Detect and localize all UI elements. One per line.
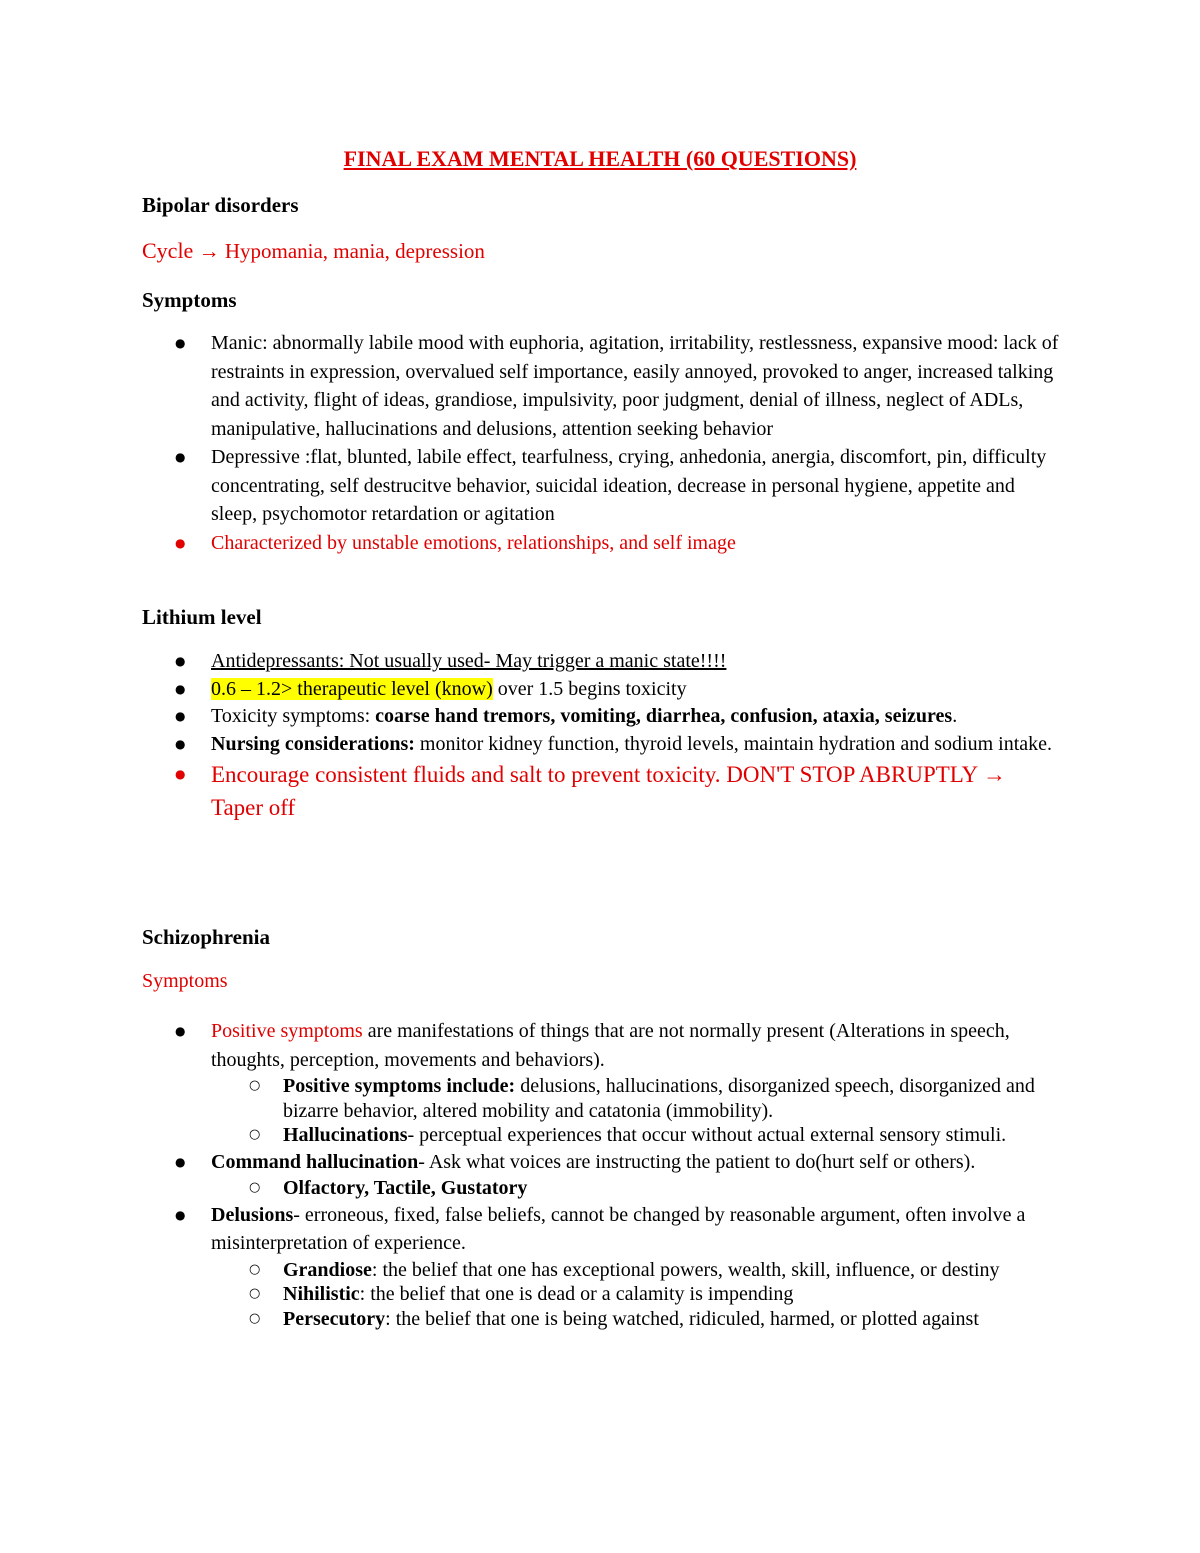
- list-item-manic: ● Manic: abnormally labile mood with euphoria, agitation, irritability, restlessness, expansive mood: lack of restraints in expression, overvalued self importance, easily annoyed, provoked to anger, increased talking and activity, flight of ideas, grandiose, impulsivity, poor judgment, denial of illness, neglect of ADLs, manipulative, hallucinations and delusions, attention seeking behavior: [211, 329, 1061, 443]
- nursing-label: Nursing considerations:: [211, 732, 415, 755]
- nihilistic-text: : the belief that one is dead or a calamity is impending: [359, 1283, 794, 1305]
- sublist-item-positive-include: [283, 1074, 1058, 1123]
- toxicity-threshold-text: over 1.5 begins toxicity: [492, 677, 687, 700]
- bipolar-symptoms-heading: Symptoms: [142, 288, 237, 312]
- hallucinations-label: Hallucinations: [283, 1124, 408, 1146]
- toxicity-symptoms: coarse hand tremors, vomiting, diarrhea, confusion, ataxia, seizures: [375, 705, 953, 727]
- command-sublist: [211, 1176, 1061, 1201]
- list-item-delusions: [211, 1201, 1061, 1332]
- list-item-command-hallucination: [211, 1148, 1061, 1201]
- therapeutic-level-highlight: 0.6 – 1.2> therapeutic level (know): [211, 677, 493, 700]
- positive-symptoms-label: Positive symptoms: [211, 1020, 363, 1042]
- sublist-item-senses: ○ Olfactory, Tactile, Gustatory: [283, 1176, 1058, 1201]
- hallucinations-text: - perceptual experiences that occur without actual external sensory stimuli.: [407, 1124, 1007, 1146]
- list-item-therapeutic-level: [211, 676, 1061, 704]
- list-item-toxicity: [211, 703, 1061, 731]
- list-item-characterized: ● Characterized by unstable emotions, relationships, and self image: [211, 529, 1061, 558]
- sublist-item-grandiose: [283, 1258, 1058, 1283]
- nursing-text: monitor kidney function, thyroid levels, maintain hydration and sodium intake.: [414, 732, 1053, 755]
- list-item-depressive: ● Depressive :flat, blunted, labile effect, tearfulness, crying, anhedonia, anergia, discomfort, pin, difficulty concentrating, self destrucitve behavior, suicidal ideation, decrease in personal hygiene, appetite and sleep, psychomotor retardation or agitation: [211, 443, 1061, 529]
- bipolar-symptom-list: [0, 329, 1200, 557]
- persecutory-text: : the belief that one is being watched, ridiculed, harmed, or plotted against: [385, 1307, 979, 1330]
- sublist-item-nihilistic: [283, 1282, 1058, 1307]
- delusions-sublist: [211, 1258, 1061, 1332]
- sublist-item-persecutory: [283, 1307, 1058, 1332]
- schizophrenia-list: [0, 1017, 1200, 1331]
- grandiose-label: Grandiose: [283, 1258, 372, 1281]
- cycle-line: [142, 236, 485, 266]
- list-item-antidepressants: [211, 648, 1061, 676]
- cycle-text: → Hypomania, mania, depression: [198, 239, 485, 263]
- toxicity-end: .: [952, 705, 958, 727]
- bipolar-heading: Bipolar disorders: [142, 193, 299, 217]
- nihilistic-label: Nihilistic: [283, 1283, 360, 1305]
- schizophrenia-symptoms-heading: Symptoms: [142, 970, 228, 992]
- lithium-list: [0, 648, 1200, 824]
- list-item-encourage: ● Encourage consistent fluids and salt to prevent toxicity. DON'T STOP ABRUPTLY → Taper off: [211, 758, 1061, 824]
- delusions-label: Delusions: [211, 1203, 294, 1226]
- positive-symptoms-text: are manifestations of things that are not normally present (Alterations in speech, thoughts, perception, movements and behaviors).: [211, 1020, 1010, 1071]
- positive-include-text: delusions, hallucinations, disorganized speech, disorganized and bizarre behavior, altered mobility and catatonia (immobility).: [283, 1075, 1035, 1122]
- toxicity-label: Toxicity symptoms:: [211, 705, 376, 727]
- cycle-label: Cycle: [142, 238, 194, 263]
- sublist-item-hallucinations: [283, 1123, 1058, 1148]
- delusions-text: - erroneous, fixed, false beliefs, cannot be changed by reasonable argument, often involve a misinterpretation of experience.: [211, 1203, 1026, 1254]
- persecutory-label: Persecutory: [283, 1307, 386, 1330]
- page-title: FINAL EXAM MENTAL HEALTH (60 QUESTIONS): [343, 146, 857, 171]
- grandiose-text: : the belief that one has exceptional powers, wealth, skill, influence, or destiny: [371, 1258, 1000, 1281]
- list-item-nursing: [211, 731, 1061, 759]
- command-label: Command hallucination: [211, 1150, 419, 1173]
- list-item-positive-symptoms: [211, 1017, 1061, 1148]
- antidepressants-text: Antidepressants: Not usually used- May trigger a manic state!!!!: [211, 650, 727, 672]
- positive-sublist: [211, 1074, 1061, 1148]
- positive-include-label: Positive symptoms include:: [283, 1075, 516, 1097]
- schizophrenia-heading: Schizophrenia: [142, 925, 270, 949]
- command-text: - Ask what voices are instructing the patient to do(hurt self or others).: [418, 1150, 976, 1173]
- lithium-heading: Lithium level: [142, 605, 262, 629]
